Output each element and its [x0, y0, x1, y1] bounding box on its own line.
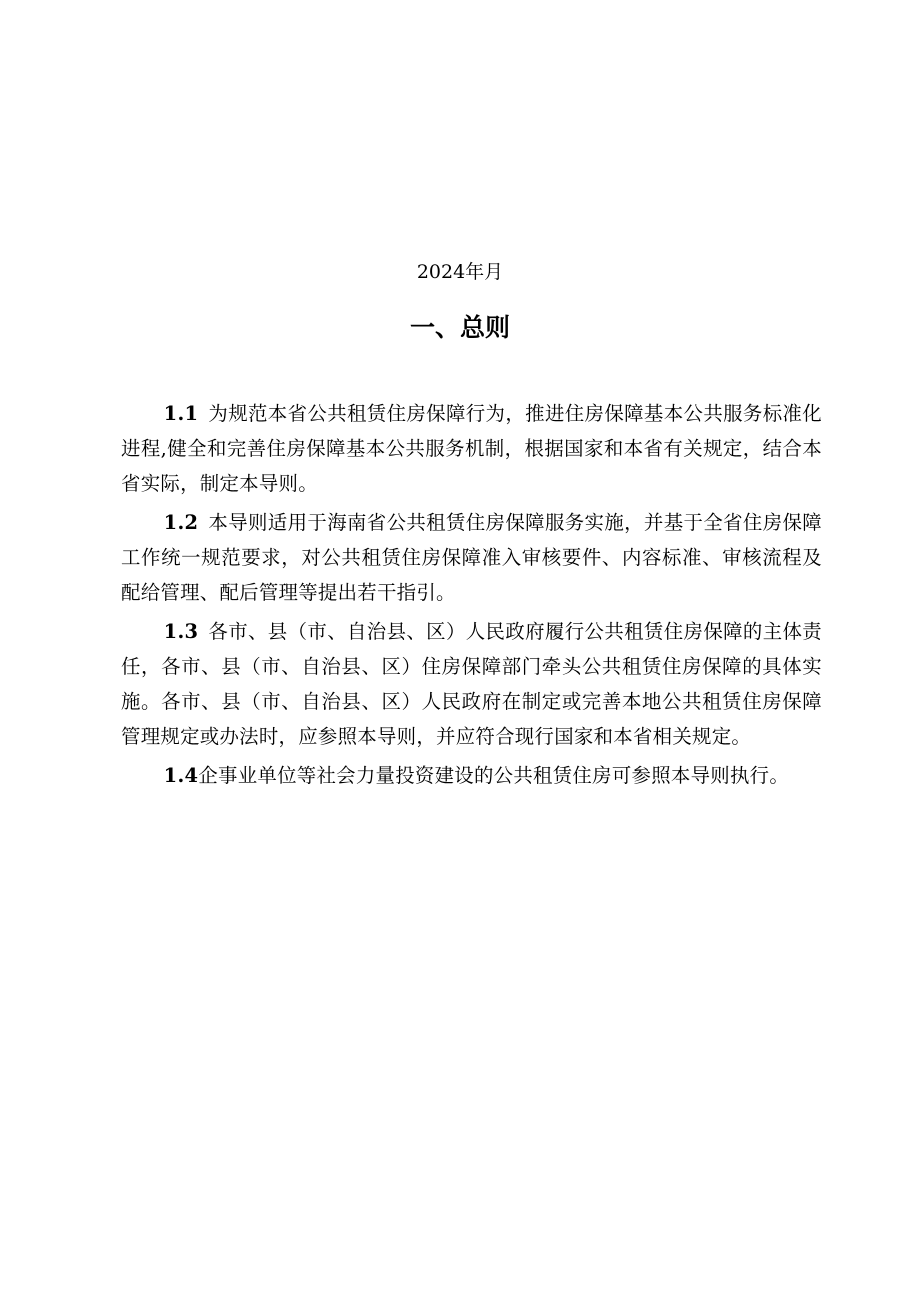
clause-number: 1.4 [163, 764, 199, 787]
clause-text: 本导则适用于海南省公共租赁住房保障服务实施，并基于全省住房保障工作统一规范要求，对公共租赁住房保障准入审核要件、内容标准、审核流程及配给管理、配后管理等提出若干指引。 [121, 511, 822, 604]
clause-1-4 [121, 758, 822, 793]
clause-number: 1.3 [163, 620, 199, 643]
date-line: 2024年月 [416, 261, 504, 283]
clause-number: 1.1 [163, 402, 199, 425]
clause-number: 1.2 [163, 511, 199, 534]
clause-text: 企事业单位等社会力量投资建设的公共租赁住房可参照本导则执行。 [198, 764, 790, 787]
document-body [121, 396, 822, 797]
section-heading: 一、总则 [409, 313, 510, 342]
clause-1-3 [121, 614, 822, 754]
clause-1-1 [121, 396, 822, 501]
clause-text: 各市、县（市、自治县、区）人民政府履行公共租赁住房保障的主体责任，各市、县（市、自治县、区）住房保障部门牵头公共租赁住房保障的具体实施。各市、县（市、自治县、区）人民政府在制定或完善本地公共租赁住房保障管理规定或办法时，应参照本导则，并应符合现行国家和本省相关规定。 [121, 620, 822, 748]
clause-text: 为规范本省公共租赁住房保障行为，推进住房保障基本公共服务标准化进程,健全和完善住房保障基本公共服务机制，根据国家和本省有关规定，结合本省实际，制定本导则。 [121, 402, 822, 495]
clause-1-2 [121, 505, 822, 610]
